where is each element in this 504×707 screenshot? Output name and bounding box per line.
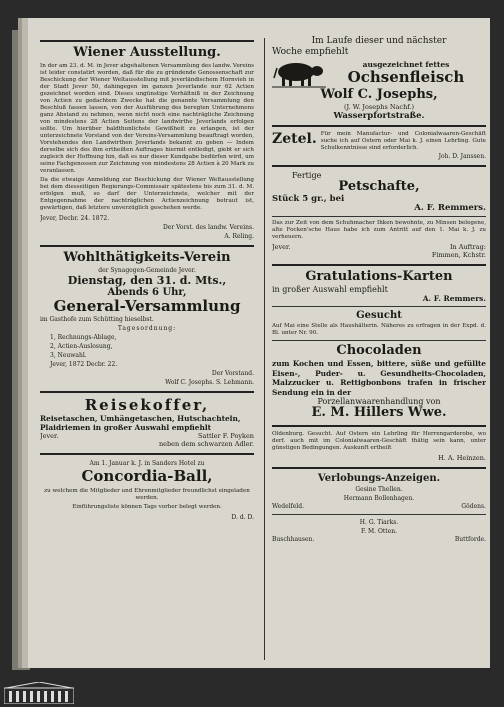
reise-seller: Sattler F. Poyken xyxy=(198,432,254,441)
choc-shop: Porzellanwaarenhandlung von xyxy=(317,397,441,407)
reise-body: Reisetaschen, Umhängetaschen, Hutschachteln, Plaidriemen in großer Auswahl empfiehlt xyxy=(40,414,241,433)
wien-sign-1: Der Vorst. des landw. Vereins. xyxy=(162,223,254,231)
footer-bar xyxy=(0,676,504,707)
divider xyxy=(272,125,486,127)
ball-intro: Am 1. Januar k. J. in Sanders Hotel zu xyxy=(89,460,205,468)
library-building-icon xyxy=(4,682,74,704)
verl-title: Verlobungs-Anzeigen. xyxy=(317,473,441,485)
wohl-item-3: 3, Neuwahl. xyxy=(50,352,87,360)
ball-title: Concordia-Ball, xyxy=(81,467,213,486)
wohl-place: im Gasthofe zum Schütting hieselbst. xyxy=(40,316,154,324)
divider xyxy=(272,425,486,427)
reise-title: Reisekoffer, xyxy=(84,396,210,415)
wohl-item-1: 1, Rechnungs-Ablage, xyxy=(50,334,117,342)
choc-title: Chocoladen xyxy=(336,343,422,359)
gesucht-body: Auf Mai eine Stelle als Haushälterin. Näheres zu erfragen in der Expd. d. Bl. unter Nr. 90. xyxy=(272,323,486,337)
divider xyxy=(40,245,254,247)
divider xyxy=(272,514,486,515)
olden-sign: H. A. Heinzen. xyxy=(438,454,486,463)
ox-icon xyxy=(272,58,326,88)
verl-place-row-1 xyxy=(272,503,486,511)
pet-line-3: Stück 5 gr., bei xyxy=(272,193,345,204)
verl-place-4: Buttforde. xyxy=(454,535,486,543)
ochs-title: Ochsenfleisch xyxy=(347,67,465,86)
ochs-banner xyxy=(272,58,486,88)
reise-addr: neben dem schwarzen Adler. xyxy=(158,440,254,449)
divider xyxy=(272,306,486,307)
verl-name-1: Gesine Thellen. xyxy=(355,485,403,493)
verl-place-3: Buschhausen. xyxy=(272,535,315,543)
haus-place: Jever. xyxy=(272,242,291,251)
wohl-names: Wolf C. Josephs. S. Lehmann. xyxy=(165,379,254,387)
grat-body: in großer Auswahl empfiehlt xyxy=(272,284,388,294)
verl-place-1: Wedelfeld. xyxy=(272,502,304,510)
verl-name-3: H. G. Tiarks. xyxy=(359,518,399,526)
choc-body: zum Kochen und Essen, bittere, süße und gefüllte Eisen-, Puder- u. Gesundheits-Chocoladen, Malzzucker u. Rettigbonbons trafen in frischer Sendung ein in der xyxy=(272,359,486,397)
ochs-addr: Wasserpfortstraße. xyxy=(333,110,425,121)
verl-place-row-2 xyxy=(272,536,486,544)
haus-body: Das zur Zeit von dem Schuhmacher Ihken bewohnte, zu Minsen belegene, alte Focken'sche Haus habe ich zum Antritt auf den 1. Mai k. J. zu verheuern. xyxy=(272,219,486,240)
ochs-line-2: Woche empfiehlt xyxy=(272,47,349,57)
wohl-agenda: Tagesordnung: xyxy=(117,325,177,333)
wohl-event: General-Versammlung xyxy=(53,296,241,315)
divider xyxy=(40,453,254,455)
ball-body: zu welchem die Mitglieder und Ehrenmitglieder freundlichst eingeladen werden. xyxy=(44,487,250,501)
pet-sign: A. F. Remmers. xyxy=(414,202,486,213)
divider xyxy=(272,216,486,217)
divider xyxy=(40,391,254,393)
zetel-block xyxy=(272,131,486,152)
divider xyxy=(272,264,486,266)
newspaper-page xyxy=(28,18,490,668)
wien-body-2: Da die etwaige Anmeldung zur Beschickung der Wiener Weltausstellung bei dem diesseitigen Regierungs-Commissair spätestens bis zum 31. d. M. erfolgen muß, so darf der Unterzeichnete, welcher mit der Entgegennahme der nachträglichen Actienzeichnung betraut ist, gewärtigen, daß letztere unverzüglich geschehen werde. xyxy=(40,176,254,211)
zetel-sign: Joh. D. Janssen. xyxy=(438,152,486,160)
ball-note: Einführungsliste können Tags vorher belegt werden. xyxy=(72,503,222,510)
zetel-head: Zetel. xyxy=(272,130,317,147)
divider xyxy=(272,340,486,341)
grat-title: Gratulations-Karten xyxy=(305,268,453,284)
right-column xyxy=(272,36,486,661)
zetel-body: Für mein Manufactur- und Colonialwaaren-Geschäft suche ich auf Ostern oder Mai k. J. einen Lehrling. Gute Schulkenntnisse sind erforderlich. xyxy=(320,130,486,151)
left-column xyxy=(40,36,254,661)
top-rule xyxy=(40,40,254,42)
ochs-line-3: ausgezeichnet fettes xyxy=(362,59,450,69)
wohl-time: Abends 6 Uhr, xyxy=(107,286,187,298)
column-divider xyxy=(264,38,265,660)
grat-sign: A. F. Remmers. xyxy=(422,293,486,303)
wohl-date: Dienstag, den 31. d. Mts., xyxy=(67,273,227,287)
olden-body: Oldenburg. Gesucht. Auf Ostern ein Lehrling für Herrengarderobe, wo derf. auch mit im Colonialwaaren-Geschäft thätig sein kann, unter günstigen Bedingungen. Auskunft ertheilt xyxy=(272,431,486,452)
wohl-item-2: 2, Actien-Auslosung, xyxy=(50,343,113,351)
wohl-loc: Jever, 1872 Decbr. 22. xyxy=(50,361,118,369)
haus-sign: Fimmen, Kchstr. xyxy=(431,250,486,259)
divider xyxy=(272,467,486,469)
wien-body: In der am 23. d. M. in Jever abgehaltenen Versammlung des landw. Vereins ist leider constatirt worden, daß für die zu gründende Genossenschaft zur Beschickung der Wiener Weltausstellung mit jeverländischem Hornvieh in der Stadt Jever 50, dahingegen im ganzen Jeverlande nur 62 Actien gezeichnet worden sind. Dieses ungünstige Verhältniß in der Zeichnung von Actien zu gedachtem Zwecke hat die genannte Versammlung den Beschluß fassen lassen, von der Ausführung des beregten Unternehmens ganz Abstand zu nehmen, wenn nicht noch eine nachträgliche Zeichnung von mindestens 28 Actien Seitens der landwirthe Jeverlands erfolgen sollte. Um hierüber baldthunlichste Gewißheit zu erlangen, ist der unterzeichnete Vorstand von der Vereins-Versammlung beauftragt worden, Vorstehendes den Landwirthen Jeverlands bekannt zu geben — Indem derselbe sich des ihm ertheilten Auftrages hiermit entledigt, giebt er sich zugleich der Hoffnung hin, daß es nur dieser Kundgabe bedürfen wird, um seine Fachgenossen zur Zeichnung von mindestens 28 Actien à 20 Mark zu veranlassen. xyxy=(40,62,254,174)
haus-sign-row xyxy=(272,243,486,251)
wien-date: Jever, Decbr. 24. 1872. xyxy=(40,214,110,222)
ball-sign: D. d. D. xyxy=(231,513,254,521)
divider xyxy=(272,165,486,167)
ochs-firm: Wolf C. Josephs, xyxy=(320,87,438,102)
verl-name-2: Hermann Bollenhagen. xyxy=(343,494,415,502)
wohl-sub: der Synagogen-Gemeinde Jever. xyxy=(98,266,196,274)
gesucht-title: Gesucht xyxy=(356,309,402,321)
reise-place: Jever. xyxy=(40,432,59,441)
ochs-line-1: Im Laufe dieser und nächster xyxy=(311,36,447,46)
pet-line-1: Fertige xyxy=(292,170,322,180)
haus-auftr: In Auftrag: xyxy=(449,242,486,251)
wien-title: Wiener Ausstellung. xyxy=(73,45,221,60)
reise-seller-row xyxy=(40,432,254,440)
verl-place-2: Gödens. xyxy=(461,502,486,510)
wien-sign-2: A. Reling. xyxy=(224,232,254,240)
wohl-title: Wohlthätigkeits-Verein xyxy=(63,249,231,265)
verl-name-4: F. M. Otten. xyxy=(360,527,398,535)
choc-firm: E. M. Hillers Wwe. xyxy=(311,405,447,421)
pet-title: Petschafte, xyxy=(338,178,420,194)
wohl-board: Der Vorstand. xyxy=(211,370,254,378)
ochs-firm-2: (J. W. Josephs Nachf.) xyxy=(343,102,415,111)
